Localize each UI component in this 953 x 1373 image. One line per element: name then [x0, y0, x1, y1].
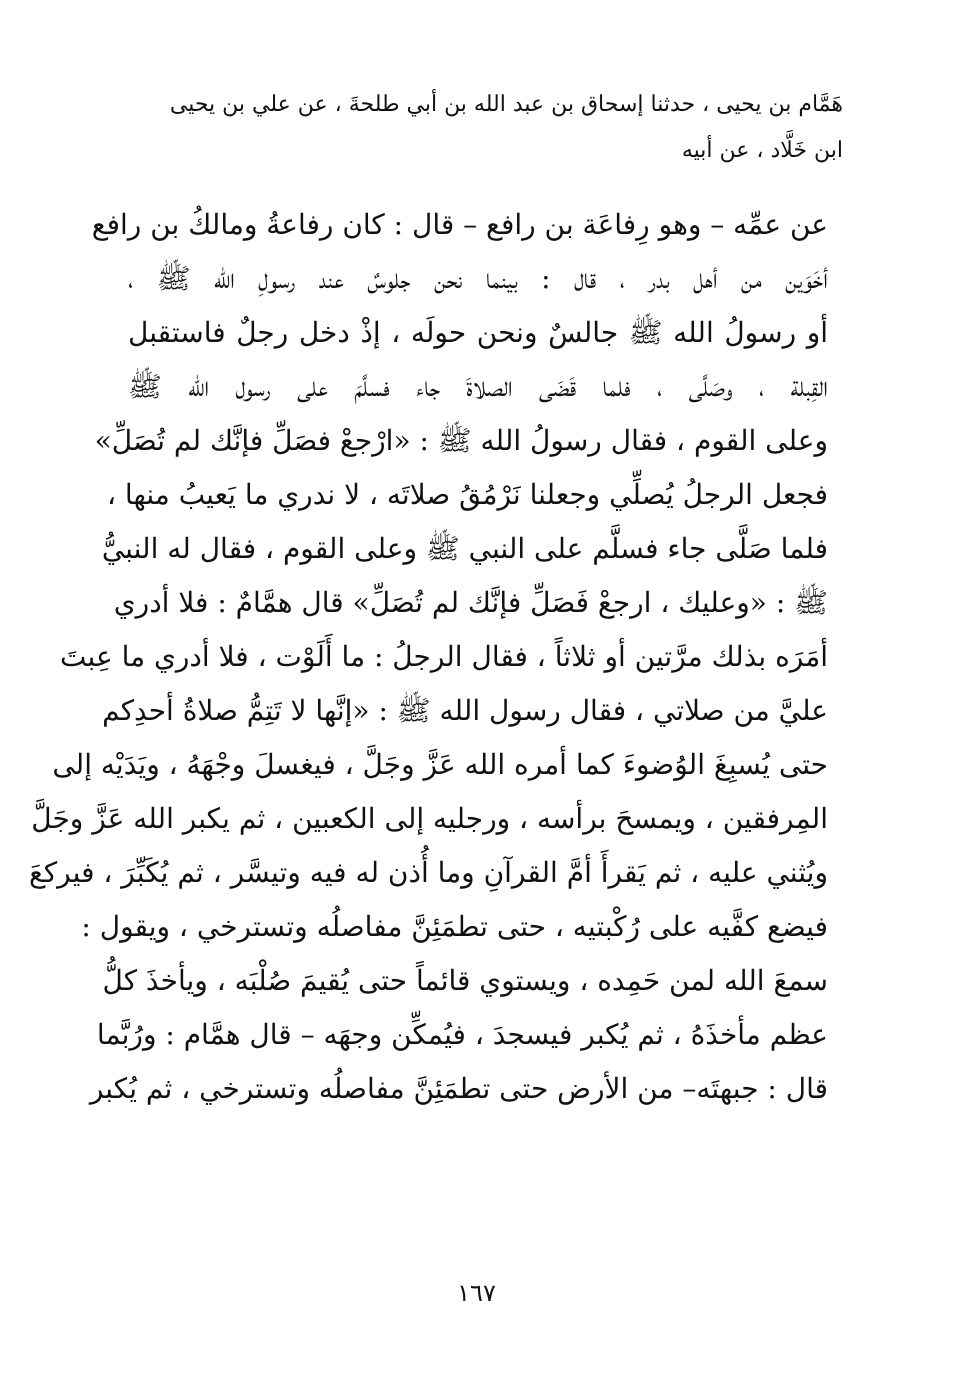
- text-line: المِرفقين ، ويمسحَ برأسه ، ورجليه إلى الكعبين ، ثم يكبر الله عَزَّ وجَلَّ: [31, 802, 828, 835]
- text-line: فلما صَلَّى جاء فسلَّم على النبي ﷺ وعلى القوم ، فقال له النبيُّ: [101, 532, 828, 565]
- text-line: حتى يُسبِغَ الوُضوءَ كما أمره الله عَزَّ وجَلَّ ، فيغسلَ وجْهَهُ ، ويَدَيْه إلى: [52, 748, 828, 781]
- text-line: فجعل الرجلُ يُصلِّي وجعلنا نَرْمُقُ صلاتَه ، لا ندري ما يَعيبُ منها ،: [106, 478, 828, 511]
- hadith-text: [28, 198, 828, 1116]
- text-line: ﷺ : «وعليك ، ارجعْ فَصَلِّ فإنَّك لم تُصَلِّ» قال همَّامٌ : فلا أدري: [113, 586, 828, 619]
- text-line: فيضع كفَّيه على رُكْبتيه ، حتى تطمَئِنَّ مفاصلُه وتسترخي ، ويقول :: [81, 910, 828, 943]
- text-line: سمعَ الله لمن حَمِده ، ويستوي قائماً حتى يُقيمَ صُلْبَه ، ويأخذَ كلُّ: [102, 964, 828, 997]
- chain-line: هَمَّام بن يحيى ، حدثنا إسحاق بن عبد الله بن أبي طلحةَ ، عن علي بن يحيى: [169, 92, 843, 117]
- text-line: عظم مأخذَهُ ، ثم يُكبر فيسجدَ ، فيُمكِّن وجهَه – قال همَّام : ورُبَّما: [96, 1018, 828, 1051]
- text-line: عليَّ من صلاتي ، فقال رسول الله ﷺ : «إنَّها لا تَتِمُّ صلاةُ أحدِكم: [102, 694, 828, 727]
- text-line: القِبلة ، وصَلَّى ، فلما قَضَى الصلاةَ جاء فسلَّمَ على رسول الله ﷺ: [128, 370, 828, 403]
- text-line: عن عمِّه – وهو رِفاعَة بن رافع – قال : كان رفاعةُ ومالكُ بن رافع: [91, 208, 828, 241]
- text-line: وعلى القوم ، فقال رسولُ الله ﷺ : «ارْجعْ فصَلِّ فإنَّك لم تُصَلِّ»: [94, 424, 828, 457]
- text-line: أخَوَين من أهل بدر ، قال : بينما نحن جلوسٌ عند رسولِ الله ﷺ ،: [128, 262, 828, 295]
- text-line: أو رسولُ الله ﷺ جالسٌ ونحن حولَه ، إذْ دخل رجلٌ فاستقبل: [128, 316, 828, 349]
- text-line: ويُثني عليه ، ثم يَقرأَ أمَّ القرآنِ وما أُذن له فيه وتيسَّر ، ثم يُكَبِّرَ ، فيركعَ: [28, 856, 828, 889]
- chain-line: ابن خَلَّاد ، عن أبيه: [681, 138, 843, 163]
- text-line: قال : جبهتَه– من الأرض حتى تطمَئِنَّ مفاصلُه وتسترخي ، ثم يُكبر: [89, 1072, 828, 1105]
- page-number: ١٦٧: [457, 1279, 496, 1307]
- isnad-chain: [103, 82, 843, 174]
- text-line: أمَرَه بذلك مرَّتين أو ثلاثاً ، فقال الرجلُ : ما أَلَوْت ، فلا أدري ما عِبتَ: [60, 640, 828, 673]
